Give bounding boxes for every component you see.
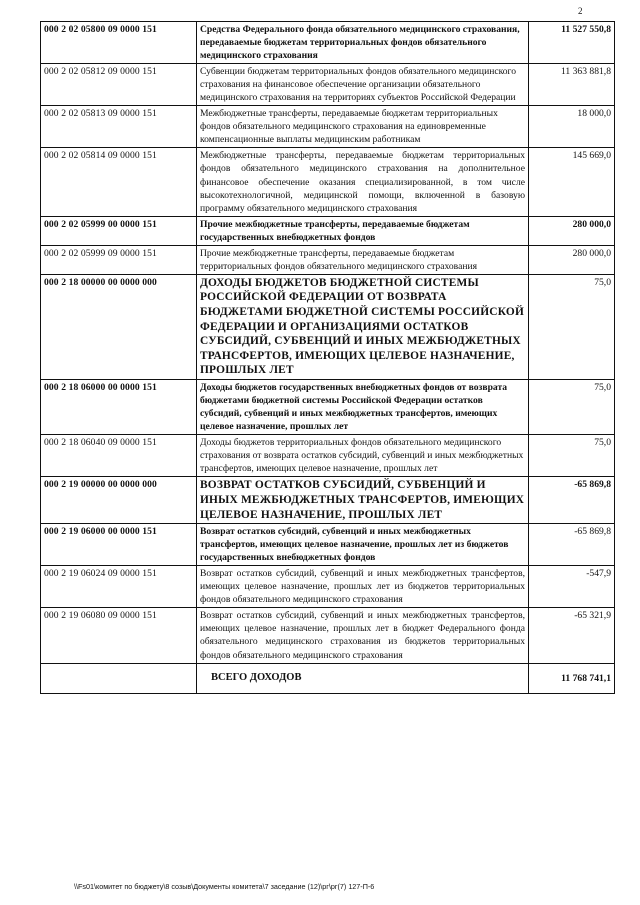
budget-description: Возврат остатков субсидий, субвенций и иных межбюджетных трансфертов, имеющих целевое назначение, прошлых лет в бюджет Федерального фонда обязательного медицинского страхования из бюджетов территориальных фондов обязательного медицинского страхования [197,608,529,663]
budget-description: Прочие межбюджетные трансферты, передаваемые бюджетам государственных внебюджетных фондов [197,216,529,245]
budget-amount: 18 000,0 [529,106,615,148]
budget-amount: 280 000,0 [529,216,615,245]
budget-code: 000 2 19 06024 09 0000 151 [41,566,197,608]
budget-code: 000 2 02 05999 09 0000 151 [41,245,197,274]
budget-amount: 11 363 881,8 [529,64,615,106]
budget-code: 000 2 02 05812 09 0000 151 [41,64,197,106]
budget-description: Возврат остатков субсидий, субвенций и иных межбюджетных трансфертов, имеющих целевое назначение, прошлых лет из бюджетов государственных внебюджетных фондов [197,524,529,566]
budget-amount: -65 869,8 [529,477,615,524]
table-row [41,566,615,608]
budget-code: 000 2 19 00000 00 0000 000 [41,477,197,524]
table-row [41,435,615,477]
budget-description: Доходы бюджетов государственных внебюджетных фондов от возврата бюджетами бюджетной системы Российской Федерации остатков субсидий, субвенций и иных межбюджетных трансфертов, имеющих целевое назначение, прошлых лет [197,380,529,435]
budget-amount: 145 669,0 [529,148,615,216]
budget-amount: 75,0 [529,274,615,379]
budget-code: 000 2 18 06040 09 0000 151 [41,435,197,477]
budget-description: Прочие межбюджетные трансферты, передаваемые бюджетам территориальных фондов обязательного медицинского страхования [197,245,529,274]
budget-code: 000 2 02 05814 09 0000 151 [41,148,197,216]
table-row [41,477,615,524]
table-row [41,148,615,216]
budget-description: Субвенции бюджетам территориальных фондов обязательного медицинского страхования на финансовое обеспечение организации обязательного медицинского страхования на территориях субъектов Российской Федерации [197,64,529,106]
budget-description: Возврат остатков субсидий, субвенций и иных межбюджетных трансфертов, имеющих целевое назначение, прошлых лет из бюджетов территориальных фондов обязательного медицинского страхования [197,566,529,608]
budget-code: 000 2 02 05999 00 0000 151 [41,216,197,245]
budget-description: Межбюджетные трансферты, передаваемые бюджетам территориальных фондов обязательного медицинского страхования на единовременные компенсационные выплаты медицинским работникам [197,106,529,148]
budget-description: Межбюджетные трансферты, передаваемые бюджетам территориальных фондов обязательного медицинского страхования на дополнительное финансовое обеспечение оказания специализированной, в том числе высокотехнологичной, медицинской помощи, включенной в базовую программу обязательного медицинского страхования [197,148,529,216]
budget-description: ДОХОДЫ БЮДЖЕТОВ БЮДЖЕТНОЙ СИСТЕМЫ РОССИЙСКОЙ ФЕДЕРАЦИИ ОТ ВОЗВРАТА БЮДЖЕТАМИ БЮДЖЕТНОЙ СИСТЕМЫ РОССИЙСКОЙ ФЕДЕРАЦИИ И ОРГАНИЗАЦИЯМИ ОСТАТКОВ СУБСИДИЙ, СУБВЕНЦИЙ И ИНЫХ МЕЖБЮДЖЕТНЫХ ТРАНСФЕРТОВ, ИМЕЮЩИХ ЦЕЛЕВОЕ НАЗНАЧЕНИЕ, ПРОШЛЫХ ЛЕТ [197,274,529,379]
table-row [41,274,615,379]
budget-code: 000 2 18 00000 00 0000 000 [41,274,197,379]
total-row [41,663,615,693]
table-row [41,245,615,274]
total-label: ВСЕГО ДОХОДОВ [197,663,529,693]
budget-code: 000 2 18 06000 00 0000 151 [41,380,197,435]
budget-code: 000 2 02 05813 09 0000 151 [41,106,197,148]
table-row [41,106,615,148]
total-amount: 11 768 741,1 [529,663,615,693]
budget-code: 000 2 19 06080 09 0000 151 [41,608,197,663]
table-row [41,64,615,106]
budget-description: Доходы бюджетов территориальных фондов обязательного медицинского страхования от возврата остатков субсидий, субвенций и иных межбюджетных трансфертов, имеющих целевое назначение, прошлых лет [197,435,529,477]
budget-amount: 280 000,0 [529,245,615,274]
budget-amount: -547,9 [529,566,615,608]
budget-code: 000 2 19 06000 00 0000 151 [41,524,197,566]
budget-description: Средства Федерального фонда обязательного медицинского страхования, передаваемые бюджетам территориальных фондов обязательного медицинского страхования [197,22,529,64]
table-row [41,380,615,435]
budget-amount: -65 869,8 [529,524,615,566]
table-row [41,608,615,663]
revenue-table [40,21,615,694]
budget-amount: 75,0 [529,380,615,435]
file-path-footer: \\Fs01\комитет по бюджету\8 созыв\Документы комитета\7 заседание (12)\рг\рг(7) 127-П-6 [74,882,375,891]
page-number: 2 [578,6,583,16]
budget-code: 000 2 02 05800 09 0000 151 [41,22,197,64]
table-row [41,216,615,245]
table-row [41,524,615,566]
table-row [41,22,615,64]
budget-amount: 75,0 [529,435,615,477]
budget-description: ВОЗВРАТ ОСТАТКОВ СУБСИДИЙ, СУБВЕНЦИЙ И ИНЫХ МЕЖБЮДЖЕТНЫХ ТРАНСФЕРТОВ, ИМЕЮЩИХ ЦЕЛЕВОЕ НАЗНАЧЕНИЕ, ПРОШЛЫХ ЛЕТ [197,477,529,524]
total-code [41,663,197,693]
budget-amount: -65 321,9 [529,608,615,663]
budget-amount: 11 527 550,8 [529,22,615,64]
